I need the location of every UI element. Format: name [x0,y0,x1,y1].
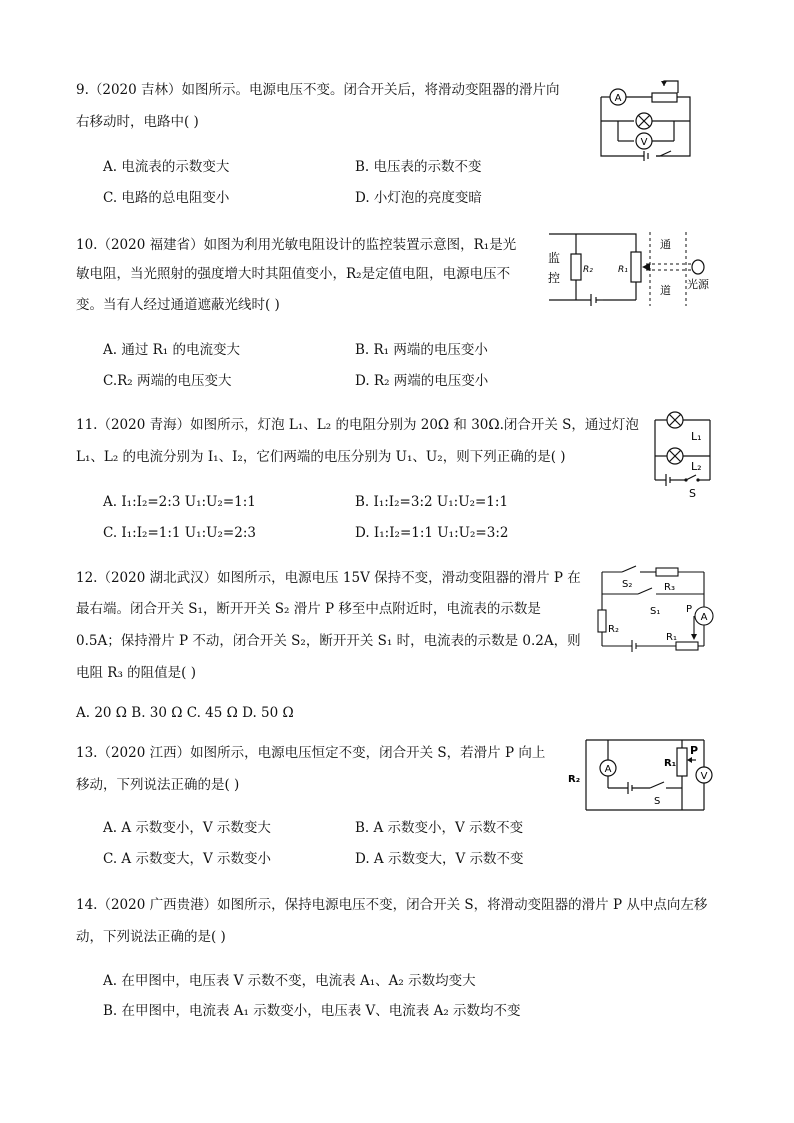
q10-circuit-diagram [546,226,716,310]
q13-fig-ammeter-label: A [604,764,612,775]
q9-option-a: A. 电流表的示数变大 [103,159,230,175]
q13-fig-s-label: S [654,796,661,807]
q9-fig-ammeter-label: A [614,93,622,104]
q13-fig-r2-label: R₂ [568,774,581,785]
q14-option-b: B. 在甲图中，电流表 A₁ 示数变小，电压表 V、电流表 A₂ 示数均不变 [103,1003,521,1019]
q9-circuit-diagram [594,78,700,162]
q13-option-a: A. A 示数变小，V 示数变大 [103,820,271,836]
q12-circuit-diagram [594,562,718,654]
q11-fig-s-label: S [689,487,696,500]
q13-option-c: C. A 示数变大，V 示数变小 [103,851,272,867]
q9-option-d: D. 小灯泡的亮度变暗 [355,190,482,206]
q11-circuit-diagram [650,410,720,500]
q13-fig-voltmeter-label: V [700,771,708,782]
q11-stem-line1: 11.（2020 青海）如图所示，灯泡 L₁、L₂ 的电阻分别为 20Ω 和 30Ω.闭合开关 S，通过灯泡 [76,417,639,433]
q10-fig-label-kong: 控 [548,271,561,285]
q12-stem-line4: 电阻 R₃ 的阻值是( ) [76,665,196,681]
q10-option-a: A. 通过 R₁ 的电流变大 [103,342,240,358]
q13-option-b: B. A 示数变小，V 示数不变 [355,820,524,836]
q12-fig-ammeter-label: A [700,612,708,623]
q14-stem-line1: 14.（2020 广西贵港）如图所示，保持电源电压不变，闭合开关 S，将滑动变阻器的滑片 P 从中点向左移 [76,897,708,913]
q12-fig-s2-label: S₂ [622,579,633,590]
q11-option-d: D. I₁:I₂=1:1 U₁:U₂=3:2 [355,525,509,541]
q12-options: A. 20 Ω B. 30 Ω C. 45 Ω D. 50 Ω [76,705,294,721]
q9-stem-line2: 右移动时，电路中( ) [76,114,199,130]
q10-fig-label-light-source: 光源 [687,278,709,291]
q12-fig-p-label: P [686,604,693,615]
q11-stem-line2: L₁、L₂ 的电流分别为 I₁、I₂，它们两端的电压分别为 U₁、U₂，则下列正确的是( ) [76,449,566,465]
q10-stem-line2: 敏电阻，当光照射的强度增大时其阻值变小，R₂是定值电阻，电源电压不 [76,266,511,282]
q12-stem-line2: 最右端。闭合开关 S₁，断开开关 S₂ 滑片 P 移至中点附近时，电流表的示数是 [76,601,541,617]
q12-fig-r1-label: R₁ [666,632,677,643]
q11-option-a: A. I₁:I₂=2:3 U₁:U₂=1:1 [103,494,256,510]
q10-option-c: C.R₂ 两端的电压变大 [103,373,232,389]
q11-option-c: C. I₁:I₂=1:1 U₁:U₂=2:3 [103,525,256,541]
q9-fig-voltmeter-label: V [640,137,648,148]
q10-fig-r2-label: R₂ [583,265,593,275]
q13-stem-line2: 移动，下列说法正确的是( ) [76,777,240,793]
q10-stem-line3: 变。当有人经过通道遮蔽光线时( ) [76,297,280,313]
q12-stem-line1: 12.（2020 湖北武汉）如图所示，电源电压 15V 保持不变，滑动变阻器的滑片 P 在 [76,570,581,586]
q13-circuit-diagram [564,734,716,814]
q10-fig-r1-label: R₁ [618,265,628,275]
q14-option-a: A. 在甲图中，电压表 V 示数不变，电流表 A₁、A₂ 示数均变大 [103,973,476,989]
q13-option-d: D. A 示数变大，V 示数不变 [355,851,524,867]
q12-fig-r2-label: R₂ [608,624,619,635]
q10-option-d: D. R₂ 两端的电压变小 [355,373,489,389]
q9-option-c: C. 电路的总电阻变小 [103,190,230,206]
q10-option-b: B. R₁ 两端的电压变小 [355,342,488,358]
q12-stem-line3: 0.5A；保持滑片 P 不动，闭合开关 S₂，断开开关 S₁ 时，电流表的示数是 0.2A，则 [76,633,581,649]
q13-stem-line1: 13.（2020 江西）如图所示，电源电压恒定不变，闭合开关 S，若滑片 P 向上 [76,745,546,761]
q11-option-b: B. I₁:I₂=3:2 U₁:U₂=1:1 [355,494,509,510]
q9-option-b: B. 电压表的示数不变 [355,159,482,175]
q12-fig-r3-label: R₃ [664,582,675,593]
q13-fig-r1-label: R₁ [664,758,677,769]
q11-fig-l1-label: L₁ [691,430,702,443]
q12-fig-s1-label: S₁ [650,606,661,617]
q10-stem-line1: 10.（2020 福建省）如图为利用光敏电阻设计的监控装置示意图，R₁是光 [76,237,517,253]
q13-fig-p-label: P [690,744,699,757]
q10-fig-label-tong: 通 [660,238,671,251]
q10-fig-label-jian: 监 [548,251,561,265]
q11-fig-l2-label: L₂ [691,460,702,473]
q14-stem-line2: 动，下列说法正确的是( ) [76,929,226,945]
q10-fig-label-dao: 道 [660,284,671,297]
q9-stem-line1: 9.（2020 吉林）如图所示。电源电压不变。闭合开关后，将滑动变阻器的滑片向 [76,82,560,98]
